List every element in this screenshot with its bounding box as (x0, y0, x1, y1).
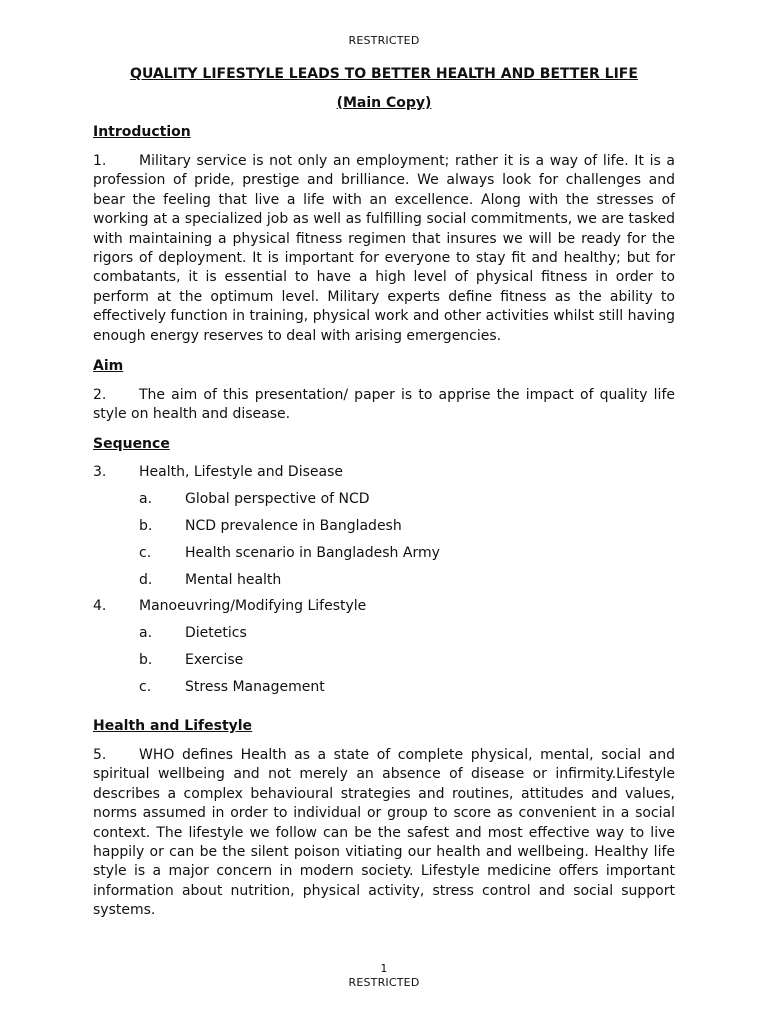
sub-list-letter: b. (139, 652, 153, 668)
sub-list-letter: a. (139, 491, 153, 507)
paragraph-number: 5. (93, 747, 107, 763)
paragraph-number: 1. (93, 153, 107, 169)
list-item-text: Health, Lifestyle and Disease (139, 464, 343, 480)
security-marking-top: RESTRICTED (348, 34, 420, 47)
sub-list-letter: d. (139, 572, 153, 588)
list-item-number: 4. (93, 598, 107, 614)
document-title: QUALITY LIFESTYLE LEADS TO BETTER HEALTH AND BETTER LIFE (130, 66, 638, 82)
paragraph-text: The aim of this presentation/ paper is to apprise the impact of quality life style on health and disease. (93, 387, 675, 423)
paragraph-5 (93, 746, 675, 921)
list-item-text: Manoeuvring/Modifying Lifestyle (139, 598, 367, 614)
sub-list-text: Dietetics (185, 625, 247, 641)
heading-introduction: Introduction (93, 124, 191, 140)
sub-list-letter: b. (139, 518, 153, 534)
sub-list-text: Mental health (185, 572, 282, 588)
paragraph-1 (93, 152, 675, 346)
paragraph-number: 2. (93, 387, 107, 403)
document-subtitle: (Main Copy) (336, 95, 432, 111)
page-number: 1 (380, 962, 388, 975)
paragraph-text: Military service is not only an employment; rather it is a way of life. It is a profession of pride, prestige and brilliance. We always look for challenges and bear the feeling that live a life with an excellence. Along with the stresses of working at a specialized job as well as fulfilling social commitments, we are tasked with maintaining a physical fitness regimen that insures we will be ready for the rigors of deployment. It is important for everyone to stay fit and healthy; but for combatants, it is essential to have a high level of physical fitness in order to perform at the optimum level. Military experts define fitness as the ability to effectively function in training, physical work and other activities whilst still having enough energy reserves to deal with arising emergencies. (93, 153, 675, 344)
sub-list-text: Stress Management (185, 679, 325, 695)
paragraph-text: WHO defines Health as a state of complete physical, mental, social and spiritual wellbeing and not merely an absence of disease or infirmity.Lifestyle describes a complex behavioural strategies and routines, attitudes and values, norms assumed in order to individual or group to score as convenient in a social context. The lifestyle we follow can be the safest and most effective way to live happily or can be the silent poison vitiating our health and wellbeing. Healthy life style is a major concern in modern society. Lifestyle medicine offers important information about nutrition, physical activity, stress control and social support systems. (93, 747, 675, 919)
security-marking-bottom: RESTRICTED (348, 976, 420, 989)
heading-health-lifestyle: Health and Lifestyle (93, 718, 253, 734)
paragraph-2 (93, 386, 675, 425)
sub-list-text: Exercise (185, 652, 244, 668)
sub-list-letter: a. (139, 625, 153, 641)
sub-list-letter: c. (139, 545, 152, 561)
sub-list-letter: c. (139, 679, 152, 695)
sub-list-text: Health scenario in Bangladesh Army (185, 545, 440, 561)
sub-list-text: Global perspective of NCD (185, 491, 370, 507)
list-item-number: 3. (93, 464, 107, 480)
heading-sequence: Sequence (93, 436, 170, 452)
heading-aim: Aim (93, 358, 124, 374)
sub-list-text: NCD prevalence in Bangladesh (185, 518, 402, 534)
